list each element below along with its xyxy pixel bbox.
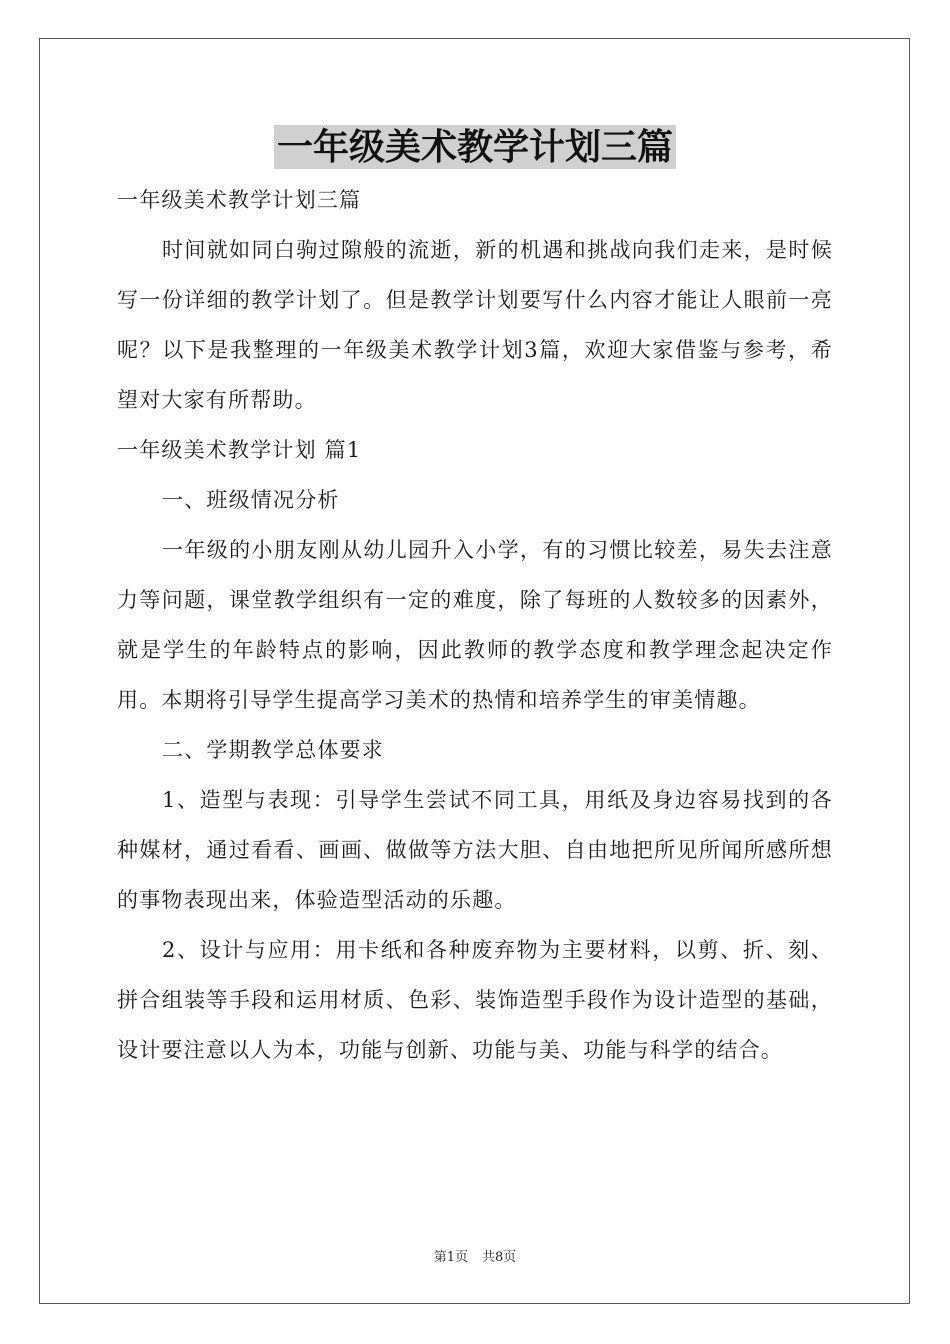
paragraph: 一年级美术教学计划三篇 bbox=[117, 188, 362, 212]
document-title: 一年级美术教学计划三篇 bbox=[274, 125, 676, 169]
subsection-heading: 二、学期教学总体要求 bbox=[162, 738, 384, 762]
page-footer bbox=[0, 1246, 950, 1265]
title-container bbox=[0, 125, 950, 169]
paragraph: 时间就如同白驹过隙般的流逝，新的机遇和挑战向我们走来，是时候写一份详细的教学计划了。但是教学计划要写什么内容才能让人眼前一亮呢？以下是我整理的一年级美术教学计划3篇，欢迎大家借鉴与参考，希望对大家有所帮助。 bbox=[117, 238, 833, 412]
page-number: 第1页 bbox=[433, 1250, 468, 1265]
subsection-heading: 一、班级情况分析 bbox=[162, 488, 340, 512]
paragraph: 2、设计与应用：用卡纸和各种废弃物为主要材料，以剪、折、刻、拼合组装等手段和运用材质、色彩、装饰造型手段作为设计造型的基础，设计要注意以人为本，功能与创新、功能与美、功能与科学的结合。 bbox=[117, 938, 833, 1062]
page-total: 共8页 bbox=[482, 1250, 517, 1265]
section-heading: 一年级美术教学计划 篇1 bbox=[117, 438, 362, 462]
paragraph: 一年级的小朋友刚从幼儿园升入小学，有的习惯比较差，易失去注意力等问题，课堂教学组织有一定的难度，除了每班的人数较多的因素外，就是学生的年龄特点的影响，因此教师的教学态度和教学理念起决定作用。本期将引导学生提高学习美术的热情和培养学生的审美情趣。 bbox=[117, 538, 833, 712]
paragraph: 1、造型与表现：引导学生尝试不同工具，用纸及身边容易找到的各种媒材，通过看看、画画、做做等方法大胆、自由地把所见所闻所感所想的事物表现出来，体验造型活动的乐趣。 bbox=[117, 788, 833, 912]
document-body bbox=[117, 175, 833, 1075]
